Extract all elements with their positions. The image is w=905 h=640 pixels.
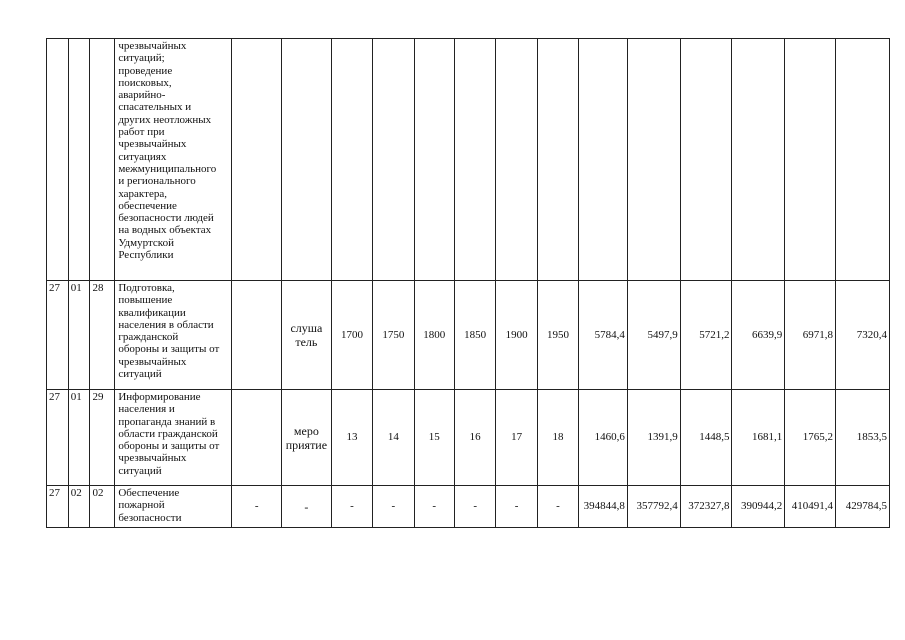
value-cell: 1850 [454, 281, 495, 390]
amount-cell: 357792,4 [627, 486, 680, 528]
amount-cell: 6971,8 [785, 281, 836, 390]
code-item: 02 [90, 486, 115, 528]
table-row [47, 281, 890, 390]
amount-cell: 429784,5 [836, 486, 890, 528]
budget-table [46, 38, 890, 528]
amount-cell [680, 39, 732, 281]
code-subprogram: 02 [68, 486, 90, 528]
amount-cell: 5784,4 [579, 281, 628, 390]
value-cell: - [454, 486, 495, 528]
unit-cell: меро приятие [282, 390, 332, 486]
value-cell: 1900 [496, 281, 537, 390]
value-cell [331, 39, 372, 281]
value-cell: 18 [537, 390, 578, 486]
amount-cell: 1391,9 [627, 390, 680, 486]
amount-cell [579, 39, 628, 281]
unit-cell [282, 39, 332, 281]
empty-cell [232, 281, 282, 390]
item-name: Информирование населения и пропаганда знаний в области гражданской обороны и защиты от чрезвычайных ситуаций [115, 390, 232, 486]
code-subprogram: 01 [68, 390, 90, 486]
value-cell: - [331, 486, 372, 528]
amount-cell [732, 39, 785, 281]
amount-cell: 1853,5 [836, 390, 890, 486]
amount-cell: 6639,9 [732, 281, 785, 390]
value-cell: - [414, 486, 454, 528]
dash-cell: - [232, 486, 282, 528]
amount-cell: 7320,4 [836, 281, 890, 390]
value-cell: 13 [331, 390, 372, 486]
value-cell [414, 39, 454, 281]
code-item: 28 [90, 281, 115, 390]
amount-cell: 1765,2 [785, 390, 836, 486]
item-name: Обеспечение пожарной безопасности [115, 486, 232, 528]
item-name: Подготовка, повышение квалификации населения в области гражданской обороны и защиты от чрезвычайных ситуаций [115, 281, 232, 390]
value-cell: 1800 [414, 281, 454, 390]
value-cell: 16 [454, 390, 495, 486]
code-program [47, 39, 69, 281]
unit-cell: - [282, 486, 332, 528]
value-cell: - [537, 486, 578, 528]
table-row [47, 390, 890, 486]
table-row [47, 39, 890, 281]
empty-cell [232, 39, 282, 281]
code-subprogram: 01 [68, 281, 90, 390]
amount-cell: 372327,8 [680, 486, 732, 528]
value-cell: - [373, 486, 414, 528]
value-cell: 15 [414, 390, 454, 486]
value-cell: 1950 [537, 281, 578, 390]
amount-cell: 1460,6 [579, 390, 628, 486]
value-cell: 17 [496, 390, 537, 486]
amount-cell: 1448,5 [680, 390, 732, 486]
code-program: 27 [47, 281, 69, 390]
amount-cell: 410491,4 [785, 486, 836, 528]
value-cell: 1700 [331, 281, 372, 390]
value-cell: 14 [373, 390, 414, 486]
unit-cell: слуша тель [282, 281, 332, 390]
item-name: чрезвычайных ситуаций; проведение поисковых, аварийно- спасательных и других неотложных работ при чрезвычайных ситуациях межмуниципального и регионального характера, обеспечение безопасности людей на водных объектах Удмуртской Республики [115, 39, 232, 281]
amount-cell: 390944,2 [732, 486, 785, 528]
value-cell: 1750 [373, 281, 414, 390]
amount-cell: 1681,1 [732, 390, 785, 486]
amount-cell: 5721,2 [680, 281, 732, 390]
value-cell [537, 39, 578, 281]
code-item: 29 [90, 390, 115, 486]
amount-cell [836, 39, 890, 281]
code-program: 27 [47, 486, 69, 528]
code-subprogram [68, 39, 90, 281]
amount-cell: 5497,9 [627, 281, 680, 390]
code-item [90, 39, 115, 281]
value-cell: - [496, 486, 537, 528]
value-cell [373, 39, 414, 281]
value-cell [454, 39, 495, 281]
value-cell [496, 39, 537, 281]
amount-cell [627, 39, 680, 281]
code-program: 27 [47, 390, 69, 486]
empty-cell [232, 390, 282, 486]
amount-cell: 394844,8 [579, 486, 628, 528]
amount-cell [785, 39, 836, 281]
table-row [47, 486, 890, 528]
